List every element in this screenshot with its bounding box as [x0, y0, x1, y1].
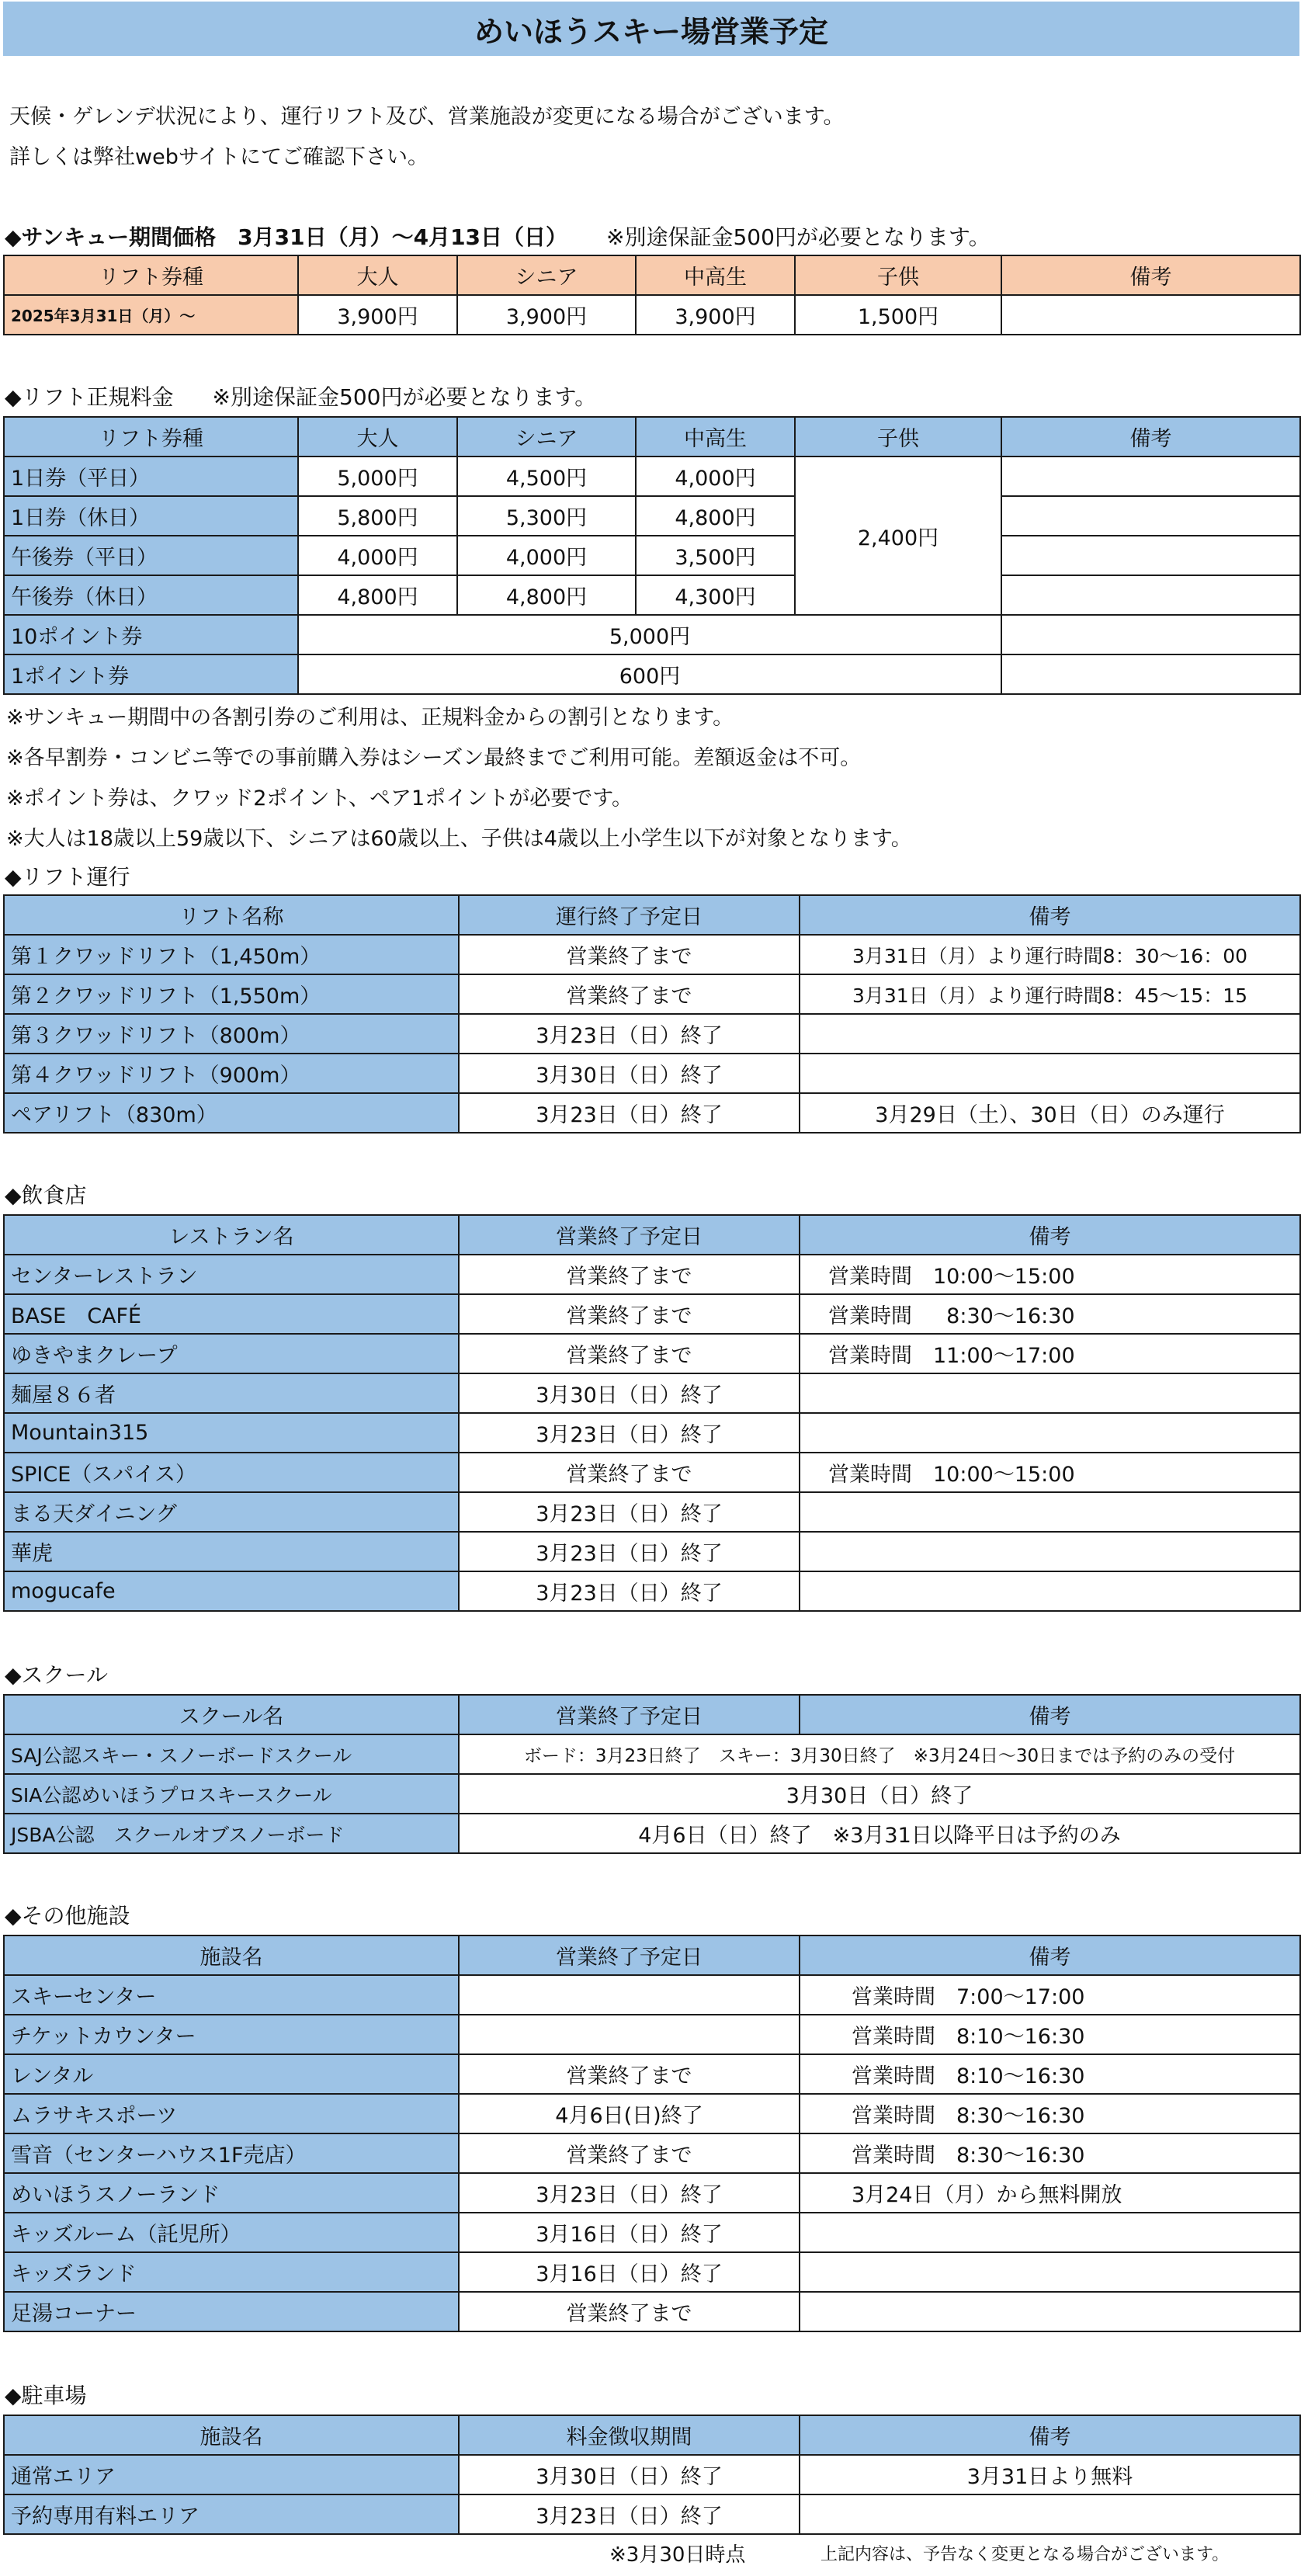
table-row — [4, 2292, 1300, 2331]
header-remarks: 備考 — [800, 1935, 1300, 1975]
disclaimer-note: 上記内容は、予告なく変更となる場合がございます。 — [820, 2545, 1230, 2564]
remarks — [800, 1373, 1300, 1413]
notice-line-2: 詳しくは弊社webサイトにてご確認下さい。 — [9, 145, 428, 169]
end-date: 営業終了まで — [459, 2133, 800, 2173]
remarks — [800, 1492, 1300, 1532]
school-heading: ◆スクール — [5, 1662, 108, 1688]
remarks — [1001, 496, 1300, 536]
ticket-name: 1日券（平日） — [4, 457, 298, 496]
remarks: 営業時間 8:30～16:30 — [800, 2094, 1300, 2133]
table-row — [4, 2173, 1300, 2213]
header-end-date: 営業終了予定日 — [459, 1215, 800, 1255]
table-row — [4, 2015, 1300, 2054]
remarks — [1001, 575, 1300, 615]
restaurant-name: Mountain315 — [4, 1413, 459, 1453]
remarks: 営業時間 8:30～16:30 — [800, 2133, 1300, 2173]
point-price: 600円 — [298, 654, 1001, 694]
point-price: 5,000円 — [298, 615, 1001, 654]
restaurant-name: SPICE（スパイス） — [4, 1453, 459, 1492]
remarks — [800, 1571, 1300, 1611]
note-line-3: ※ポイント券は、クワッド2ポイント、ペア1ポイントが必要です。 — [6, 786, 633, 811]
table-row — [4, 295, 1300, 335]
table-row — [4, 654, 1300, 694]
remarks — [800, 1014, 1300, 1054]
parking-area-name: 通常エリア — [4, 2455, 459, 2494]
thanks-date: 2025年3月31日（月）～ — [4, 295, 298, 335]
header-facility-name: 施設名 — [4, 2415, 459, 2455]
thanks-heading — [5, 220, 990, 252]
table-row — [4, 974, 1300, 1014]
header-lift-name: リフト名称 — [4, 895, 459, 935]
end-date: 3月16日（日）終了 — [459, 2213, 800, 2252]
header-remarks: 備考 — [1001, 255, 1300, 295]
parking-table — [3, 2415, 1301, 2535]
note-line-2: ※各早割券・コンビニ等での事前購入券はシーズン最終までご利用可能。差額返金は不可。 — [6, 746, 862, 770]
remarks — [1001, 457, 1300, 496]
facility-name: レンタル — [4, 2054, 459, 2094]
price-student: 4,000円 — [636, 457, 795, 496]
header-restaurant-name: レストラン名 — [4, 1215, 459, 1255]
price-adult: 4,800円 — [298, 575, 457, 615]
ticket-name: 午後券（平日） — [4, 536, 298, 575]
table-row — [4, 575, 1300, 615]
table-row — [4, 615, 1300, 654]
facilities-table — [3, 1935, 1301, 2332]
table-row — [4, 1294, 1300, 1334]
regular-heading-text: ◆リフト正規料金 — [5, 384, 174, 410]
remarks: 3月31日（月）より運行時間8：45～15：15 — [800, 974, 1300, 1014]
table-row — [4, 2494, 1300, 2534]
end-date: 3月30日（日）終了 — [459, 1373, 800, 1413]
remarks — [1001, 536, 1300, 575]
remarks: 営業時間 8:30～16:30 — [800, 1294, 1300, 1334]
ticket-name: 1ポイント券 — [4, 654, 298, 694]
table-row — [4, 1571, 1300, 1611]
end-date: 3月23日（日）終了 — [459, 1093, 800, 1133]
remarks: 営業時間 8:10～16:30 — [800, 2015, 1300, 2054]
remarks — [800, 1054, 1300, 1093]
regular-deposit-note: ※別途保証金500円が必要となります。 — [212, 384, 597, 410]
header-end-date: 運行終了予定日 — [459, 895, 800, 935]
end-date: 3月30日（日）終了 — [459, 1054, 800, 1093]
end-date: 営業終了まで — [459, 1255, 800, 1294]
facility-name: 足湯コーナー — [4, 2292, 459, 2331]
restaurant-name: ゆきやまクレープ — [4, 1334, 459, 1373]
note-line-1: ※サンキュー期間中の各割引券のご利用は、正規料金からの割引となります。 — [6, 706, 734, 730]
facilities-heading: ◆その他施設 — [5, 1903, 130, 1929]
end-date: 3月23日（日）終了 — [459, 1413, 800, 1453]
table-row — [4, 1373, 1300, 1413]
header-senior: シニア — [457, 417, 636, 457]
lifts-heading: ◆リフト運行 — [5, 864, 130, 890]
remarks — [1001, 295, 1300, 335]
table-row — [4, 2252, 1300, 2292]
end-date: 3月23日（日）終了 — [459, 1571, 800, 1611]
table-row — [4, 1255, 1300, 1294]
price-senior: 4,000円 — [457, 536, 636, 575]
thanks-price-table — [3, 255, 1301, 335]
price-child: 2,400円 — [795, 457, 1001, 615]
header-senior: シニア — [457, 255, 636, 295]
lift-name: 第４クワッドリフト（900m） — [4, 1054, 459, 1093]
remarks: 営業時間 10:00～15:00 — [800, 1255, 1300, 1294]
facility-name: ムラサキスポーツ — [4, 2094, 459, 2133]
facility-name: 雪音（センターハウス1F売店） — [4, 2133, 459, 2173]
remarks: 営業時間 8:10～16:30 — [800, 2054, 1300, 2094]
table-row — [4, 536, 1300, 575]
end-date: 3月16日（日）終了 — [459, 2252, 800, 2292]
remarks: 営業時間 7:00～17:00 — [800, 1975, 1300, 2015]
ticket-name: 1日券（休日） — [4, 496, 298, 536]
header-adult: 大人 — [298, 417, 457, 457]
header-facility-name: 施設名 — [4, 1935, 459, 1975]
header-ticket-type: リフト券種 — [4, 417, 298, 457]
end-date: 営業終了まで — [459, 1453, 800, 1492]
end-date: 営業終了まで — [459, 1334, 800, 1373]
price-student: 3,900円 — [636, 295, 795, 335]
header-student: 中高生 — [636, 417, 795, 457]
end-date: 3月23日（日）終了 — [459, 2173, 800, 2213]
restaurant-name: 華虎 — [4, 1532, 459, 1571]
remarks — [1001, 654, 1300, 694]
school-status: 3月30日（日）終了 — [459, 1774, 1300, 1814]
remarks: 3月31日（月）より運行時間8：30～16：00 — [800, 935, 1300, 974]
school-name: SAJ公認スキー・スノーボードスクール — [4, 1734, 459, 1774]
end-date — [459, 1975, 800, 2015]
table-row — [4, 2094, 1300, 2133]
table-row — [4, 1453, 1300, 1492]
school-table — [3, 1694, 1301, 1854]
price-student: 3,500円 — [636, 536, 795, 575]
header-remarks: 備考 — [800, 1695, 1300, 1734]
price-adult: 5,000円 — [298, 457, 457, 496]
ticket-name: 午後券（休日） — [4, 575, 298, 615]
remarks: 3月24日（月）から無料開放 — [800, 2173, 1300, 2213]
table-row — [4, 1532, 1300, 1571]
school-status: 4月6日（日）終了 ※3月31日以降平日は予約のみ — [459, 1814, 1300, 1853]
end-date: 3月23日（日）終了 — [459, 1492, 800, 1532]
facility-name: キッズランド — [4, 2252, 459, 2292]
school-status: ボード：3月23日終了 スキー：3月30日終了 ※3月24日～30日までは予約のみの受付 — [459, 1734, 1300, 1774]
page-title: めいほうスキー場営業予定 — [3, 2, 1299, 56]
price-senior: 4,500円 — [457, 457, 636, 496]
table-row — [4, 935, 1300, 974]
restaurant-name: 麺屋８６者 — [4, 1373, 459, 1413]
school-name: SIA公認めいほうプロスキースクール — [4, 1774, 459, 1814]
end-date: 営業終了まで — [459, 1294, 800, 1334]
restaurant-name: センターレストラン — [4, 1255, 459, 1294]
header-student: 中高生 — [636, 255, 795, 295]
end-date: 3月23日（日）終了 — [459, 1532, 800, 1571]
remarks — [800, 2213, 1300, 2252]
header-fee-period: 料金徴収期間 — [459, 2415, 800, 2455]
table-row — [4, 1774, 1300, 1814]
table-row — [4, 1975, 1300, 2015]
table-row — [4, 1054, 1300, 1093]
table-row — [4, 496, 1300, 536]
note-line-4: ※大人は18歳以上59歳以下、シニアは60歳以上、子供は4歳以上小学生以下が対象となります。 — [6, 827, 912, 851]
end-date — [459, 2015, 800, 2054]
remarks — [800, 1413, 1300, 1453]
fee-period: 3月30日（日）終了 — [459, 2455, 800, 2494]
notice-line-1: 天候・ゲレンデ状況により、運行リフト及び、営業施設が変更になる場合がございます。 — [9, 105, 845, 129]
regular-heading — [5, 380, 596, 411]
table-row — [4, 1734, 1300, 1774]
facility-name: チケットカウンター — [4, 2015, 459, 2054]
fee-period: 3月23日（日）終了 — [459, 2494, 800, 2534]
parking-area-name: 予約専用有料エリア — [4, 2494, 459, 2534]
table-row — [4, 2133, 1300, 2173]
price-senior: 3,900円 — [457, 295, 636, 335]
header-child: 子供 — [795, 255, 1001, 295]
remarks: 3月29日（土）、30日（日）のみ運行 — [800, 1093, 1300, 1133]
lift-name: 第２クワッドリフト（1,550m） — [4, 974, 459, 1014]
restaurant-name: mogucafe — [4, 1571, 459, 1611]
food-table — [3, 1214, 1301, 1612]
lift-name: 第３クワッドリフト（800m） — [4, 1014, 459, 1054]
lifts-table — [3, 894, 1301, 1134]
remarks — [1001, 615, 1300, 654]
price-child: 1,500円 — [795, 295, 1001, 335]
remarks — [800, 2292, 1300, 2331]
remarks — [800, 2494, 1300, 2534]
header-remarks: 備考 — [800, 895, 1300, 935]
regular-price-table — [3, 416, 1301, 695]
table-row — [4, 1413, 1300, 1453]
price-adult: 3,900円 — [298, 295, 457, 335]
remarks — [800, 2252, 1300, 2292]
header-child: 子供 — [795, 417, 1001, 457]
end-date: 営業終了まで — [459, 2292, 800, 2331]
price-adult: 5,800円 — [298, 496, 457, 536]
table-row — [4, 457, 1300, 496]
table-row — [4, 1334, 1300, 1373]
header-remarks: 備考 — [800, 1215, 1300, 1255]
header-remarks: 備考 — [800, 2415, 1300, 2455]
end-date: 営業終了まで — [459, 935, 800, 974]
end-date: 3月23日（日）終了 — [459, 1014, 800, 1054]
end-date: 営業終了まで — [459, 974, 800, 1014]
thanks-heading-text: ◆サンキュー期間価格 3月31日（月）～4月13日（日） — [5, 224, 568, 250]
price-senior: 5,300円 — [457, 496, 636, 536]
header-ticket-type: リフト券種 — [4, 255, 298, 295]
ticket-name: 10ポイント券 — [4, 615, 298, 654]
remarks: 3月31日より無料 — [800, 2455, 1300, 2494]
end-date: 4月6日(日)終了 — [459, 2094, 800, 2133]
facility-name: スキーセンター — [4, 1975, 459, 2015]
facility-name: めいほうスノーランド — [4, 2173, 459, 2213]
remarks — [800, 1532, 1300, 1571]
table-row — [4, 1492, 1300, 1532]
table-row — [4, 1014, 1300, 1054]
end-date: 営業終了まで — [459, 2054, 800, 2094]
header-remarks: 備考 — [1001, 417, 1300, 457]
table-row — [4, 2455, 1300, 2494]
price-adult: 4,000円 — [298, 536, 457, 575]
facility-name: キッズルーム（託児所） — [4, 2213, 459, 2252]
lift-name: 第１クワッドリフト（1,450m） — [4, 935, 459, 974]
price-student: 4,300円 — [636, 575, 795, 615]
lift-name: ペアリフト（830m） — [4, 1093, 459, 1133]
header-end-date: 営業終了予定日 — [459, 1695, 800, 1734]
restaurant-name: まる天ダイニング — [4, 1492, 459, 1532]
restaurant-name: BASE CAFÉ — [4, 1294, 459, 1334]
table-row — [4, 2054, 1300, 2094]
table-row — [4, 2213, 1300, 2252]
parking-heading: ◆駐車場 — [5, 2383, 87, 2408]
table-row — [4, 1093, 1300, 1133]
school-name: JSBA公認 スクールオブスノーボード — [4, 1814, 459, 1853]
remarks: 営業時間 11:00～17:00 — [800, 1334, 1300, 1373]
header-end-date: 営業終了予定日 — [459, 1935, 800, 1975]
thanks-deposit-note: ※別途保証金500円が必要となります。 — [606, 224, 990, 250]
header-adult: 大人 — [298, 255, 457, 295]
remarks: 営業時間 10:00～15:00 — [800, 1453, 1300, 1492]
price-senior: 4,800円 — [457, 575, 636, 615]
table-row — [4, 1814, 1300, 1853]
food-heading: ◆飲食店 — [5, 1182, 87, 1208]
price-student: 4,800円 — [636, 496, 795, 536]
header-school-name: スクール名 — [4, 1695, 459, 1734]
as-of-note: ※3月30日時点 — [609, 2543, 746, 2567]
